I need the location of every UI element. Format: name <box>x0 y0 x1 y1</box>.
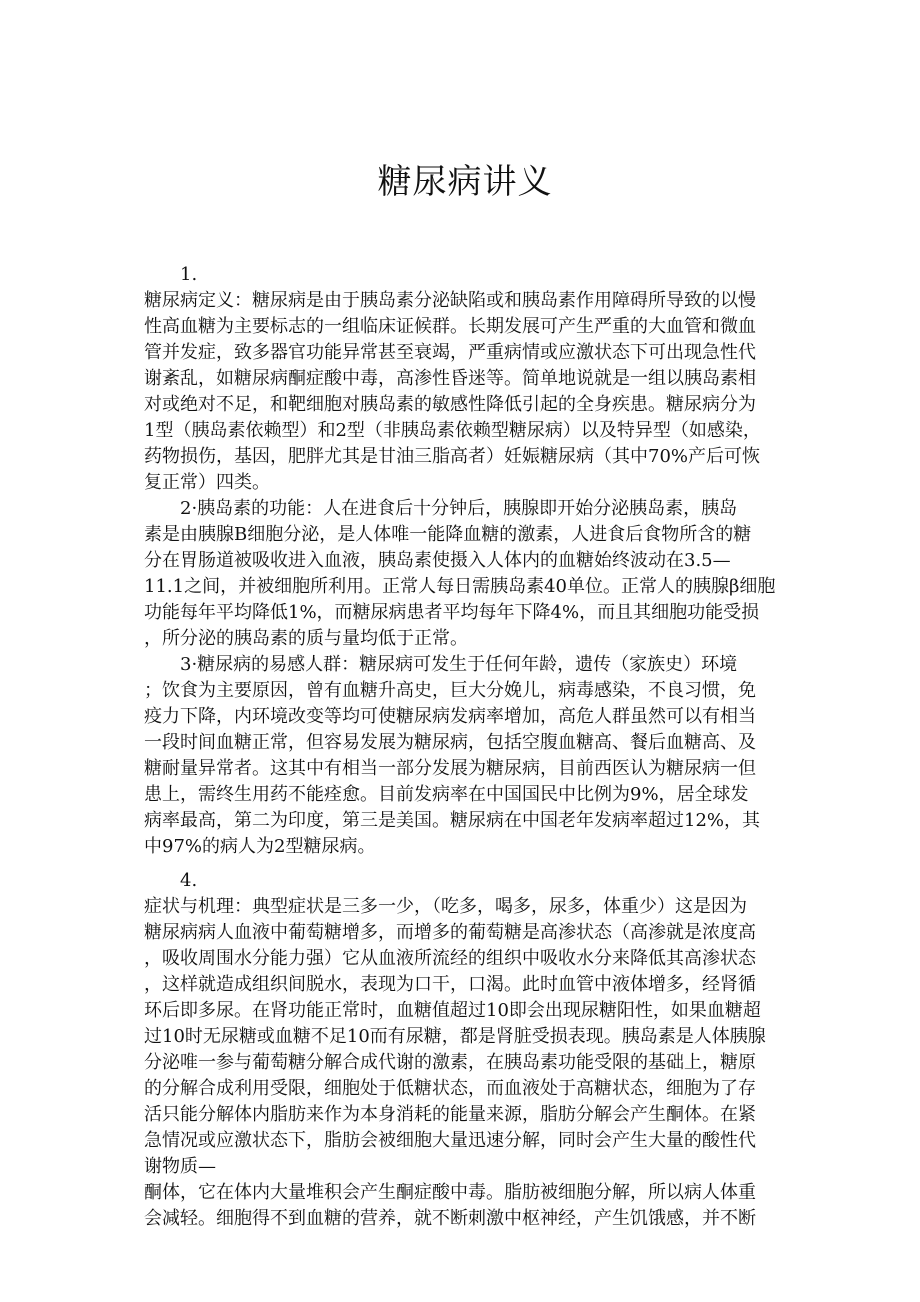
text-line: ，这样就造成组织间脱水，表现为口干，口渴。此时血管中液体增多，经肾循 <box>144 974 756 995</box>
text-line: 疫力下降，内环境改变等均可使糖尿病发病率增加，高危人群虽然可以有相当 <box>144 706 756 727</box>
text-line: 中97%的病人为2型糖尿病。 <box>144 836 376 857</box>
section-1-paragraph <box>144 288 780 496</box>
section-4-paragraph <box>144 894 780 1232</box>
section-1-number: 1. <box>180 264 198 285</box>
text-line: 一段时间血糖正常，但容易发展为糖尿病，包括空腹血糖高、餐后血糖高、及 <box>144 732 756 753</box>
text-line: 复正常）四类。 <box>144 472 270 493</box>
text-line: 患上，需终生用药不能痊愈。目前发病率在中国国民中比例为9%，居全球发 <box>144 784 749 805</box>
text-line: 症状与机理：典型症状是三多一少，（吃多，喝多，尿多，体重少）这是因为 <box>144 896 747 917</box>
page-title: 糖尿病讲义 <box>377 162 553 202</box>
text-line: 糖耐量异常者。这其中有相当一部分发展为糖尿病，目前西医认为糖尿病一但 <box>144 758 756 779</box>
text-line: 酮体，它在体内大量堆积会产生酮症酸中毒。脂肪被细胞分解，所以病人体重 <box>144 1182 756 1203</box>
text-line: 1型（胰岛素依赖型）和2型（非胰岛素依赖型糖尿病）以及特异型（如感染， <box>144 420 761 441</box>
text-line: 3·糖尿病的易感人群：糖尿病可发生于任何年龄，遗传（家族史）环境 <box>180 654 738 675</box>
text-line: 会减轻。细胞得不到血糖的营养，就不断刺激中枢神经，产生饥饿感，并不断 <box>144 1208 756 1229</box>
text-line: 的分解合成利用受限，细胞处于低糖状态，而血液处于高糖状态，细胞为了存 <box>144 1078 756 1099</box>
section-3-paragraph <box>144 652 780 860</box>
text-line: 对或绝对不足，和靶细胞对胰岛素的敏感性降低引起的全身疾患。糖尿病分为 <box>144 394 756 415</box>
section-4-number: 4. <box>180 870 198 891</box>
text-line: 环后即多尿。在肾功能正常时，血糖值超过10即会出现尿糖阳性，如果血糖超 <box>144 1000 761 1021</box>
text-line: 活只能分解体内脂肪来作为本身消耗的能量来源，脂肪分解会产生酮体。在紧 <box>144 1104 756 1125</box>
text-line: ；饮食为主要原因，曾有血糖升高史，巨大分娩儿，病毒感染，不良习惯，免 <box>144 680 756 701</box>
text-line: 分在胃肠道被吸收进入血液，胰岛素使摄入人体内的血糖始终波动在3.5— <box>144 550 731 571</box>
text-line: 过10时无尿糖或血糖不足10而有尿糖，都是肾脏受损表现。胰岛素是人体胰腺 <box>144 1026 766 1047</box>
text-line: ，所分泌的胰岛素的质与量均低于正常。 <box>144 628 468 649</box>
text-line: 2·胰岛素的功能：人在进食后十分钟后，胰腺即开始分泌胰岛素，胰岛 <box>180 498 738 519</box>
text-line: 素是由胰腺B细胞分泌，是人体唯一能降血糖的激素，人进食后食物所含的糖 <box>144 524 752 545</box>
text-line: 谢物质— <box>144 1156 216 1177</box>
text-line: 病率最高，第二为印度，第三是美国。糖尿病在中国老年发病率超过12%，其 <box>144 810 761 831</box>
document-body <box>144 262 780 1232</box>
text-line: 性高血糖为主要标志的一组临床证候群。长期发展可产生严重的大血管和微血 <box>144 316 756 337</box>
text-line: 糖尿病定义：糖尿病是由于胰岛素分泌缺陷或和胰岛素作用障碍所导致的以慢 <box>144 290 756 311</box>
text-line: 糖尿病病人血液中葡萄糖增多，而增多的葡萄糖是高渗状态（高渗就是浓度高 <box>144 922 756 943</box>
text-line: 谢紊乱，如糖尿病酮症酸中毒，高渗性昏迷等。简单地说就是一组以胰岛素相 <box>144 368 756 389</box>
text-line: 药物损伤，基因，肥胖尤其是甘油三脂高者）妊娠糖尿病（其中70%产后可恢 <box>144 446 761 467</box>
text-line: 急情况或应激状态下，脂肪会被细胞大量迅速分解，同时会产生大量的酸性代 <box>144 1130 756 1151</box>
text-line: 管并发症，致多器官功能异常甚至衰竭，严重病情或应激状态下可出现急性代 <box>144 342 756 363</box>
text-line: 分泌唯一参与葡萄糖分解合成代谢的激素，在胰岛素功能受限的基础上，糖原 <box>144 1052 756 1073</box>
text-line: 11.1之间，并被细胞所利用。正常人每日需胰岛素40单位。正常人的胰腺β细胞 <box>144 576 776 597</box>
text-line: ，吸收周围水分能力强）它从血液所流经的组织中吸收水分来降低其高渗状态 <box>144 948 756 969</box>
text-line: 功能每年平均降低1%，而糖尿病患者平均每年下降4%，而且其细胞功能受损 <box>144 602 760 623</box>
section-2-paragraph <box>144 496 780 652</box>
